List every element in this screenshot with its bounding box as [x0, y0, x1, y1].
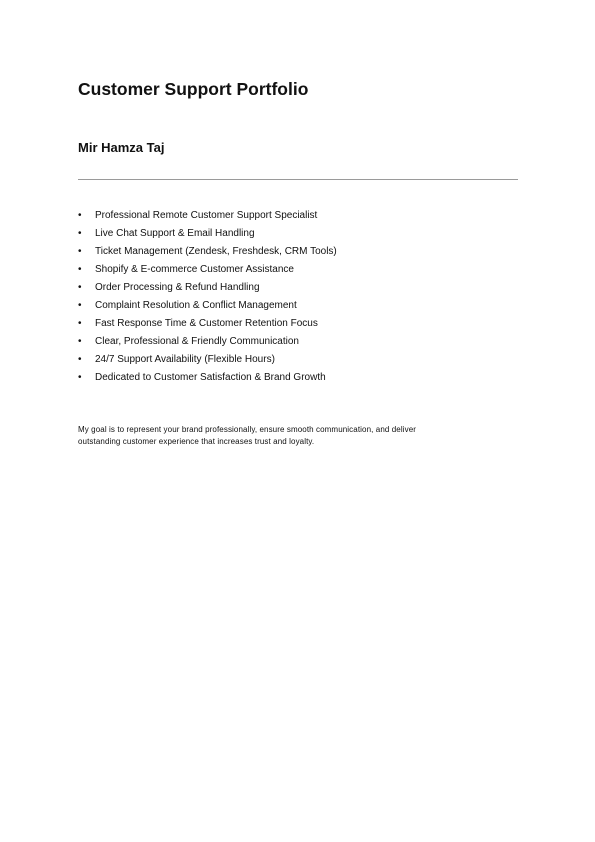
- author-name: Mir Hamza Taj: [78, 140, 165, 155]
- bullet-icon: •: [78, 228, 82, 239]
- bullet-icon: •: [78, 264, 82, 275]
- skill-text: Ticket Management (Zendesk, Freshdesk, CRM Tools): [95, 246, 337, 257]
- skill-text: Professional Remote Customer Support Specialist: [95, 210, 318, 221]
- bullet-icon: •: [78, 282, 82, 293]
- skill-text: 24/7 Support Availability (Flexible Hours): [95, 354, 275, 365]
- bullet-icon: •: [78, 246, 82, 257]
- section-divider: [78, 179, 518, 180]
- skill-text: Fast Response Time & Customer Retention Focus: [95, 318, 318, 329]
- goal-statement: [78, 424, 508, 448]
- bullet-icon: •: [78, 318, 82, 329]
- goal-line: outstanding customer experience that increases trust and loyalty.: [78, 437, 315, 446]
- skill-text: Shopify & E-commerce Customer Assistance: [95, 264, 294, 275]
- skill-text: Live Chat Support & Email Handling: [95, 228, 255, 239]
- bullet-icon: •: [78, 372, 82, 383]
- skill-text: Clear, Professional & Friendly Communication: [95, 336, 299, 347]
- bullet-icon: •: [78, 336, 82, 347]
- bullet-icon: •: [78, 210, 82, 221]
- bullet-icon: •: [78, 354, 82, 365]
- skill-text: Order Processing & Refund Handling: [95, 282, 260, 293]
- goal-line: My goal is to represent your brand professionally, ensure smooth communication, and deliver: [78, 425, 417, 434]
- page-title: Customer Support Portfolio: [78, 79, 309, 99]
- skill-text: Dedicated to Customer Satisfaction & Brand Growth: [95, 372, 326, 383]
- bullet-icon: •: [78, 300, 82, 311]
- skill-text: Complaint Resolution & Conflict Management: [95, 300, 297, 311]
